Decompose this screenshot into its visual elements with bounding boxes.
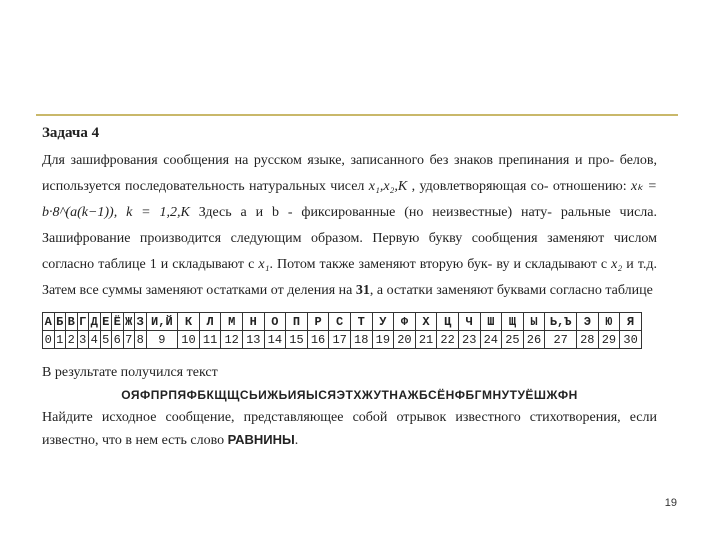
number-cell: 15 bbox=[286, 331, 308, 349]
number-cell: 14 bbox=[264, 331, 286, 349]
letter-cell: И,Й bbox=[146, 313, 178, 331]
modulus-value: 31 bbox=[355, 283, 370, 298]
letter-cell: Ё bbox=[112, 313, 124, 331]
question-line-1: Найдите исходное сообщение, представляющее собой отрывок известного стихотворения, bbox=[42, 410, 621, 425]
letter-cell: Ж bbox=[123, 313, 135, 331]
number-cell: 23 bbox=[458, 331, 480, 349]
letter-cell: Н bbox=[242, 313, 264, 331]
letter-cell: Т bbox=[350, 313, 372, 331]
page-number: 19 bbox=[664, 497, 677, 509]
result-label: В результате получился текст bbox=[42, 365, 218, 380]
number-cell: 12 bbox=[221, 331, 243, 349]
number-cell: 4 bbox=[89, 331, 101, 349]
statement-line-3-post: Здесь a и b - фиксированные (но неизвестные) нату- bbox=[198, 205, 552, 220]
letter-cell: К bbox=[178, 313, 200, 331]
question-line-2-pre: если известно, что в нем есть слово bbox=[42, 410, 657, 448]
x2-symbol: x₂ bbox=[611, 257, 623, 272]
letter-cell: У bbox=[372, 313, 394, 331]
number-cell: 27 bbox=[545, 331, 577, 349]
number-cell: 2 bbox=[66, 331, 78, 349]
recurrence-formula: xₖ = b·8^(a(k−1)), k = 1,2,K bbox=[42, 179, 658, 220]
letter-cell: Ц bbox=[437, 313, 459, 331]
letter-cell: Ф bbox=[394, 313, 416, 331]
letter-cell: С bbox=[329, 313, 351, 331]
number-cell: 6 bbox=[112, 331, 124, 349]
number-cell: 5 bbox=[100, 331, 112, 349]
number-cell: 24 bbox=[480, 331, 502, 349]
letter-cell: Я bbox=[620, 313, 642, 331]
letter-cell: Б bbox=[54, 313, 66, 331]
letter-cell: М bbox=[221, 313, 243, 331]
statement-line-5-pre: заменяют числом согласно таблице 1 и складывают с bbox=[42, 231, 658, 272]
letters-row bbox=[43, 313, 642, 331]
number-cell: 0 bbox=[43, 331, 55, 349]
number-cell: 11 bbox=[199, 331, 221, 349]
statement-line-6-pre: ву и складывают с bbox=[496, 257, 608, 272]
number-cell: 1 bbox=[54, 331, 66, 349]
sequence-notation: x₁,x₂,K bbox=[368, 179, 408, 194]
question-paragraph bbox=[42, 407, 657, 452]
ciphertext: ОЯФПРПЯФБКЩЩСЬИЖЬИЯЫСЯЭТХЖУТНАЖБСЁНФБГМНУТУЁШЖФН bbox=[121, 388, 578, 402]
letter-cell: А bbox=[43, 313, 55, 331]
letter-cell: Л bbox=[199, 313, 221, 331]
alphabet-number-table bbox=[42, 312, 642, 349]
slide-content bbox=[42, 125, 657, 452]
letter-cell: Ш bbox=[480, 313, 502, 331]
letter-cell: Е bbox=[100, 313, 112, 331]
number-cell: 25 bbox=[502, 331, 524, 349]
number-cell: 7 bbox=[123, 331, 135, 349]
statement-line-1: Для зашифрования сообщения на русском языке, записанного без знаков препинания и про- bbox=[42, 153, 615, 168]
letter-cell: О bbox=[264, 313, 286, 331]
header-rule bbox=[36, 114, 678, 116]
letter-cell: П bbox=[286, 313, 308, 331]
letter-cell: Х bbox=[415, 313, 437, 331]
number-cell: 13 bbox=[242, 331, 264, 349]
statement-line-6-post: , а остатки bbox=[369, 283, 433, 298]
number-cell: 22 bbox=[437, 331, 459, 349]
statement-line-2-post: , удовлетворяющая со- bbox=[411, 179, 549, 194]
number-cell: 21 bbox=[415, 331, 437, 349]
letter-cell: Э bbox=[577, 313, 599, 331]
keyword: РАВНИНЫ bbox=[227, 432, 295, 447]
statement-line-3-pre: отношению: bbox=[552, 179, 627, 194]
number-cell: 28 bbox=[577, 331, 599, 349]
letter-cell: Р bbox=[307, 313, 329, 331]
number-cell: 10 bbox=[178, 331, 200, 349]
number-cell: 19 bbox=[372, 331, 394, 349]
number-cell: 30 bbox=[620, 331, 642, 349]
letter-cell: Д bbox=[89, 313, 101, 331]
letter-cell: Ч bbox=[458, 313, 480, 331]
statement-line-7: заменяют буквами согласно таблице bbox=[436, 283, 653, 298]
letter-cell: В bbox=[66, 313, 78, 331]
letter-cell: Ю bbox=[598, 313, 620, 331]
numbers-row bbox=[43, 331, 642, 349]
statement-line-5-post: . Потом также заменяют вторую бук- bbox=[269, 257, 493, 272]
letter-cell: Щ bbox=[502, 313, 524, 331]
number-cell: 29 bbox=[598, 331, 620, 349]
problem-statement bbox=[42, 148, 657, 304]
question-line-2-post: . bbox=[294, 433, 299, 448]
number-cell: 8 bbox=[135, 331, 147, 349]
number-cell: 17 bbox=[329, 331, 351, 349]
letter-cell: Г bbox=[77, 313, 89, 331]
letter-cell: З bbox=[135, 313, 147, 331]
number-cell: 9 bbox=[146, 331, 178, 349]
number-cell: 18 bbox=[350, 331, 372, 349]
task-title: Задача 4 bbox=[42, 125, 100, 141]
letter-cell: Ь,Ъ bbox=[545, 313, 577, 331]
number-cell: 3 bbox=[77, 331, 89, 349]
statement-line-2-pre: белов, используется последовательность натуральных чисел bbox=[42, 153, 657, 194]
letter-cell: Ы bbox=[523, 313, 545, 331]
number-cell: 26 bbox=[523, 331, 545, 349]
statement-line-6-mid: и т.д. Затем все суммы заменяют остатками от деления на bbox=[42, 257, 658, 298]
number-cell: 20 bbox=[394, 331, 416, 349]
statement-line-4: ральные числа. Зашифрование производится следующим образом. Первую букву сообщения bbox=[42, 205, 657, 246]
x1-symbol: x₁ bbox=[258, 257, 270, 272]
number-cell: 16 bbox=[307, 331, 329, 349]
